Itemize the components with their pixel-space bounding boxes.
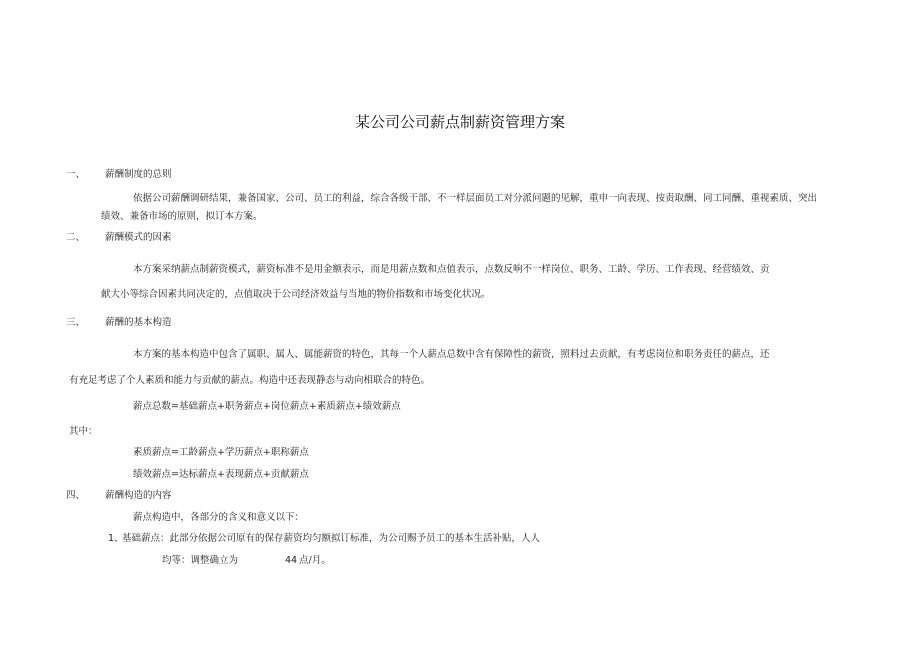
section-3-number: 三、 [66, 317, 86, 328]
item-1-unit: 点/月。 [299, 555, 331, 566]
section-3-line-2: 有充足考虑了个人素质和能力与贡献的薪点。构造中还表现静态与动向相联合的特色。 [69, 375, 431, 386]
quality-points-formula: 素质薪点=工龄薪点+学历薪点+职称薪点 [133, 447, 309, 458]
section-1-line-2: 绩效、兼备市场的原则，拟订本方案。 [101, 211, 263, 222]
total-points-formula: 薪点总数=基础薪点+职务薪点+岗位薪点+素质薪点+绩效薪点 [133, 401, 401, 412]
performance-points-formula: 绩效薪点=达标薪点+表现薪点+贡献薪点 [133, 469, 309, 480]
item-1-value: 44 [285, 555, 298, 566]
section-2-line-1: 本方案采纳薪点制薪资模式，薪资标准不是用金额表示，而是用薪点数和点值表示，点数反响不一样岗位、职务、工龄、学历、工作表现、经营绩效、贡 [133, 264, 770, 275]
section-4-heading: 薪酬构造的内容 [105, 490, 172, 501]
section-1-line-1: 依据公司薪酬调研结果，兼备国家、公司、员工的利益，综合各级干部、不一样层面员工对分派问题的见解，重申一向表现、按责取酬、同工同酬、重视素质、突出 [133, 193, 818, 204]
section-1-number: 一、 [66, 169, 86, 180]
among-label: 其中： [69, 426, 98, 437]
section-2-heading: 薪酬模式的因素 [105, 232, 172, 243]
section-4-number: 四、 [66, 490, 86, 501]
item-1-continuation: 均等：调整确立为 [162, 555, 239, 566]
section-4-intro: 薪点构造中，各部分的含义和意义以下： [133, 512, 305, 523]
page-title: 某公司公司薪点制薪资管理方案 [354, 113, 565, 131]
item-1-number: 1、 [108, 533, 124, 544]
section-3-line-1: 本方案的基本构造中包含了属职、属人、属能薪资的特色，其每一个人薪点总数中含有保障性的薪资，照料过去贡献，有考虑岗位和职务责任的薪点，还 [133, 349, 770, 360]
section-2-number: 二、 [66, 232, 86, 243]
section-1-heading: 薪酬制度的总则 [105, 169, 172, 180]
section-2-line-2: 献大小等综合因素共同决定的，点值取决于公司经济效益与当地的物价指数和市场变化状况。 [101, 289, 491, 300]
section-3-heading: 薪酬的基本构造 [105, 317, 172, 328]
item-1-text: 基础薪点：此部分依据公司原有的保存薪资均匀额拟订标准，为公司赐予员工的基本生活补贴，人人 [122, 533, 541, 544]
